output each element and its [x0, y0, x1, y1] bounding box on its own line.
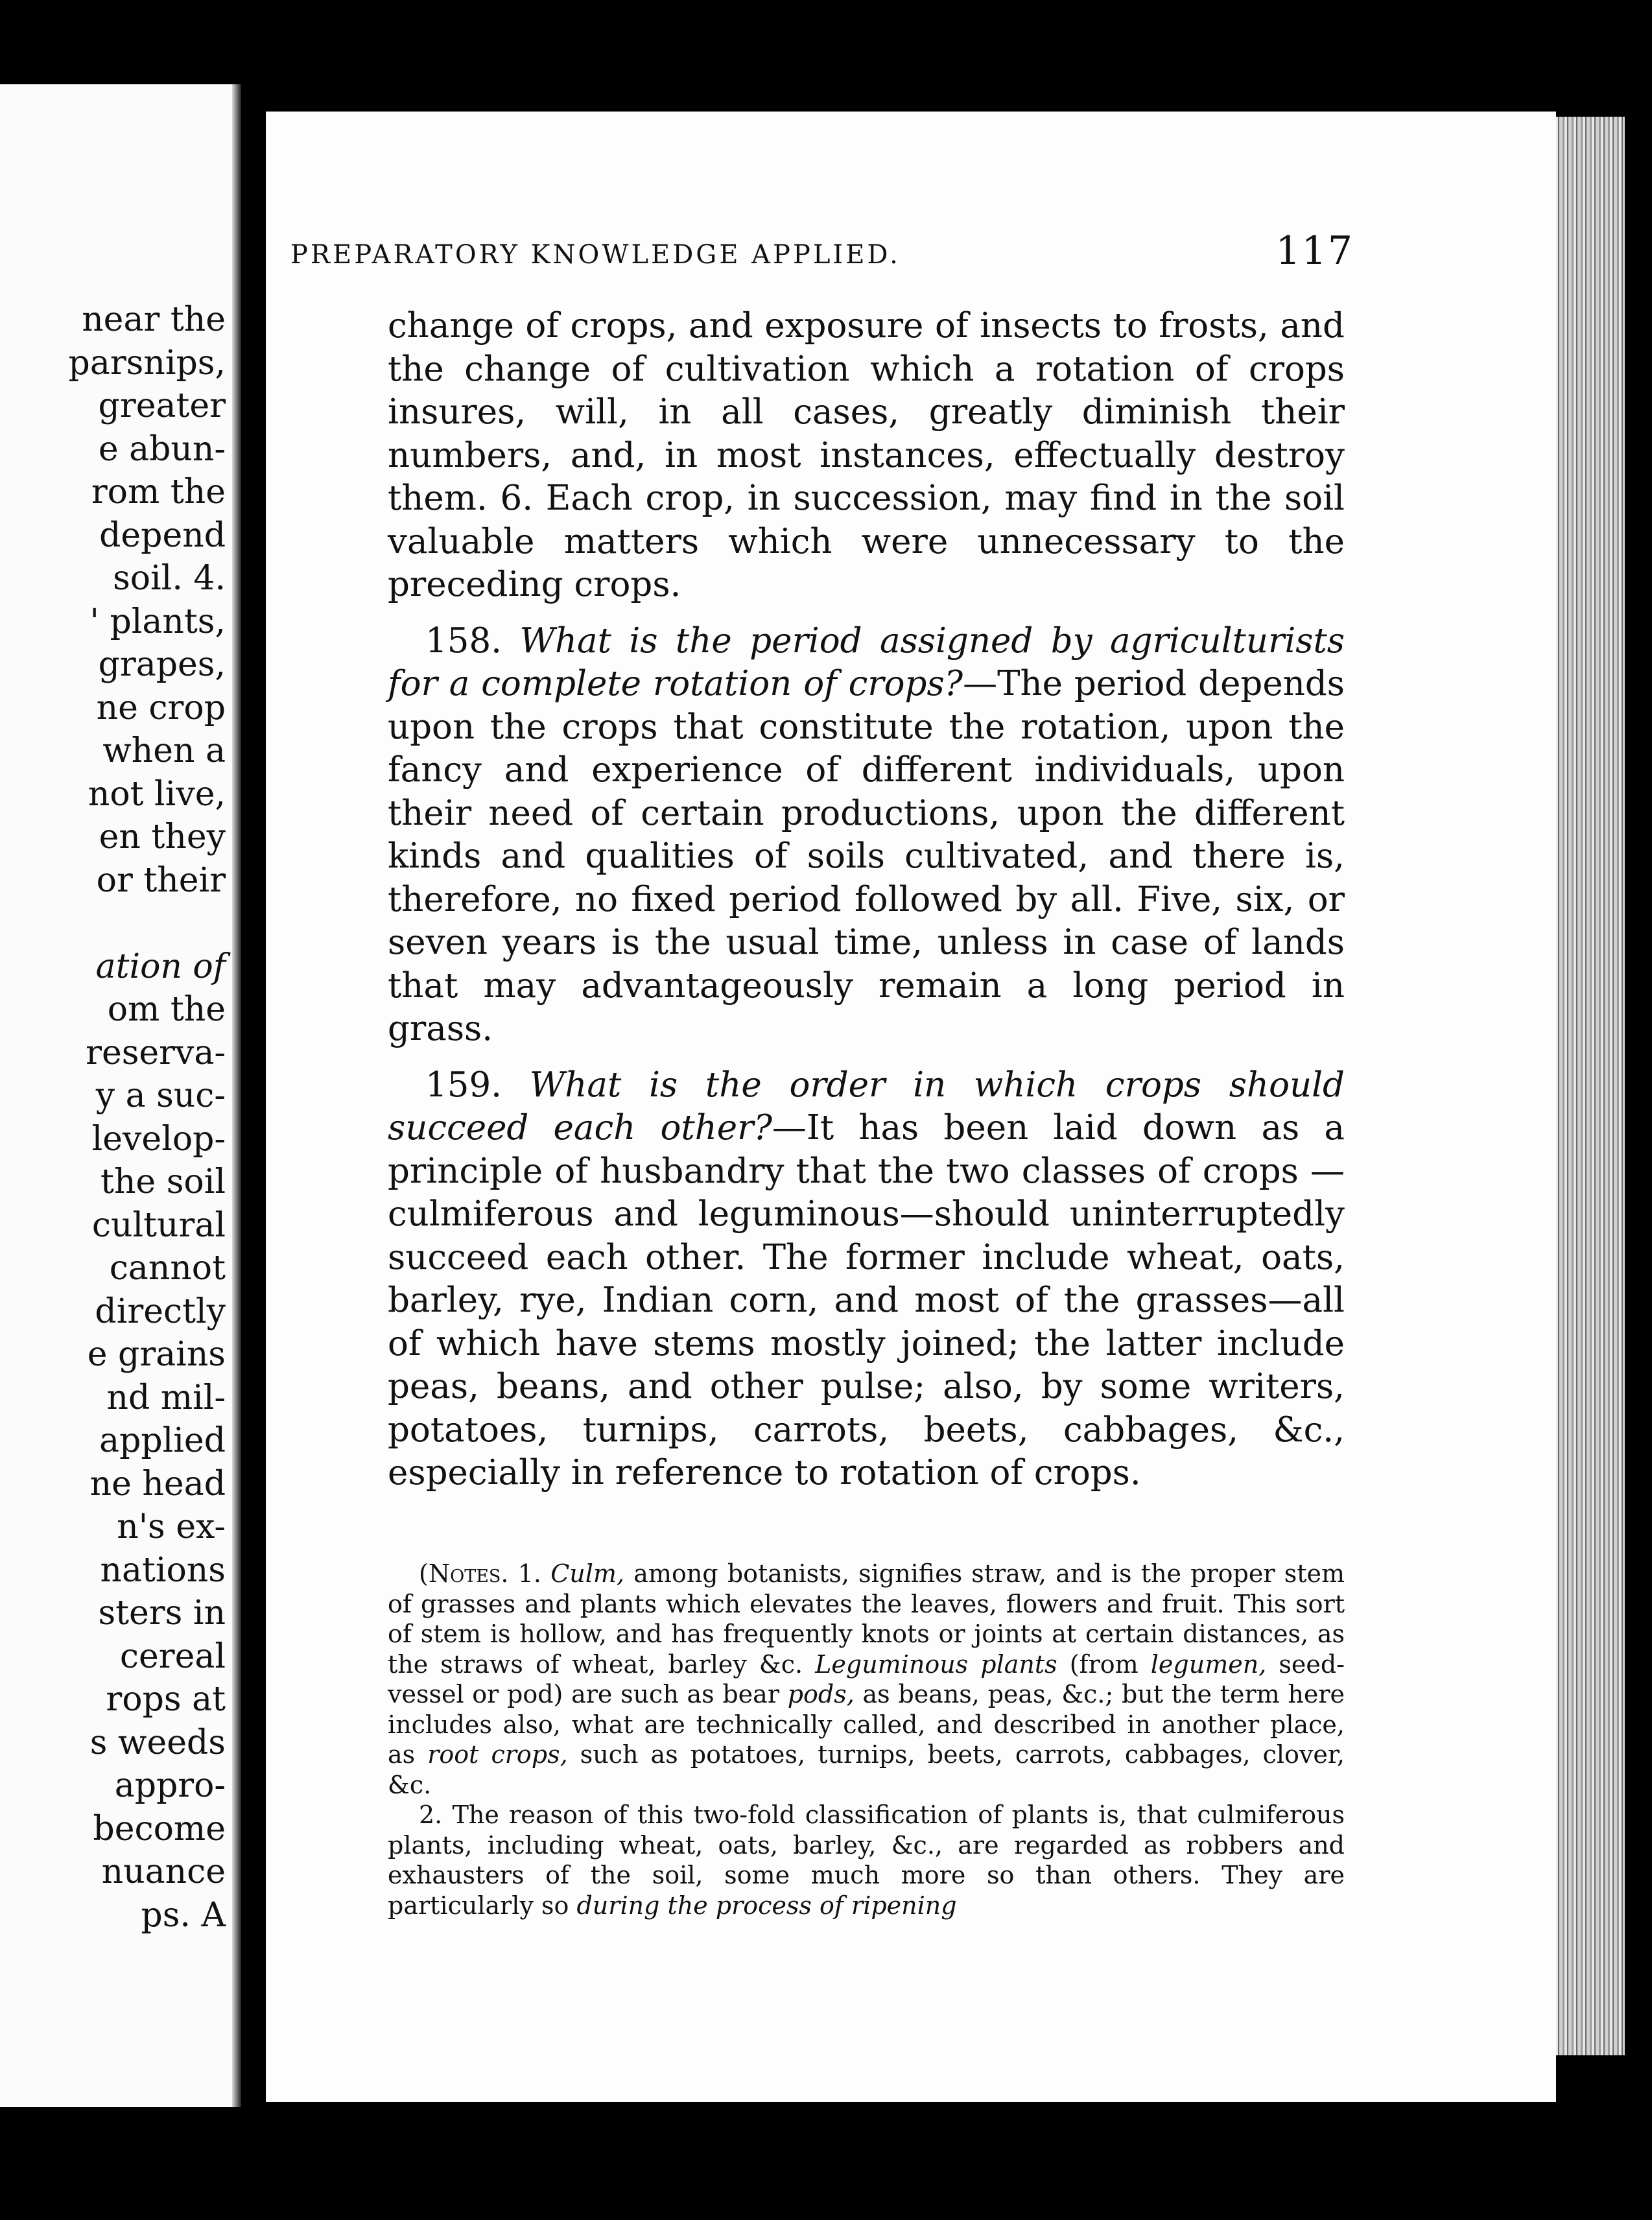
left-line: nuance: [101, 1852, 226, 1891]
question-number: 158.: [425, 620, 502, 661]
left-line: soil. 4.: [113, 559, 226, 598]
note-1: [388, 1559, 1345, 1800]
left-line: n's ex-: [117, 1507, 226, 1546]
left-line: ation of: [95, 947, 226, 986]
note-term: Leguminous plants: [815, 1649, 1057, 1679]
left-line: ne crop: [96, 688, 226, 727]
left-line: sters in: [98, 1594, 226, 1633]
left-line: nations: [100, 1550, 226, 1590]
left-line: reserva-: [86, 1033, 226, 1072]
left-line: not live,: [88, 774, 226, 814]
note-2: [388, 1800, 1345, 1920]
note-term: Culm,: [550, 1559, 625, 1588]
left-line: en they: [99, 818, 226, 856]
question-text: What is the order in which crops should succeed each other?: [388, 1065, 1345, 1148]
left-line: become: [93, 1809, 226, 1848]
left-line: cannot: [109, 1249, 226, 1288]
note-emphasis: during the process of ripening: [576, 1891, 957, 1920]
left-line: e abun-: [98, 429, 226, 469]
note-number: 2.: [419, 1801, 443, 1829]
question-158: [388, 620, 1345, 1051]
note-text: as beans, peas, &c.; but the term here includes also, what are technically called, and described in another place, as: [388, 1680, 1345, 1769]
left-page-text: [69, 298, 226, 1937]
left-line: applied: [99, 1421, 226, 1460]
left-line: greater: [98, 386, 226, 425]
left-line: near the: [82, 300, 226, 339]
left-line: rops at: [106, 1680, 226, 1719]
left-line: ps. A: [141, 1895, 226, 1935]
left-line: or their: [96, 860, 226, 900]
question-text: What is the period assigned by agriculturists for a complete rotation of crops?: [388, 620, 1345, 703]
running-title: PREPARATORY KNOWLEDGE APPLIED.: [290, 240, 901, 270]
left-facing-page: [0, 84, 241, 2107]
page-gutter: [232, 84, 241, 2107]
answer-text: —The period depends upon the crops that constitute the rotation, upon the fancy and experience of different individuals, upon their need of certain productions, upon the different kinds and qualities of soils cultivated, and there is, therefore, no fixed period followed by all. Five, six, or seven years is the usual time, unless in case of lands that may advantageously remain a long period in grass.: [388, 664, 1345, 1048]
left-line: appro-: [114, 1766, 226, 1805]
left-line: when a: [102, 731, 226, 770]
question-number: 159.: [425, 1065, 502, 1105]
footnotes: [388, 1559, 1345, 1920]
left-line: grapes,: [98, 645, 226, 684]
note-text: such as potatoes, turnips, beets, carrots, cabbages, clover, &c.: [388, 1740, 1345, 1799]
left-line: [69, 902, 226, 945]
left-line: s weeds: [89, 1723, 226, 1762]
note-number: 1.: [517, 1559, 541, 1588]
page-edges: [1553, 117, 1625, 2055]
notes-label: (Notes.: [419, 1559, 509, 1588]
left-line: ' plants,: [89, 602, 226, 641]
left-line: levelop-: [91, 1119, 226, 1159]
left-line: the soil: [100, 1163, 226, 1201]
note-term: root crops,: [427, 1740, 568, 1769]
left-line: ne head: [89, 1464, 226, 1504]
note-term: legumen,: [1150, 1649, 1267, 1679]
left-line: e grains: [87, 1335, 226, 1374]
question-159: [388, 1064, 1345, 1495]
answer-text: —It has been laid down as a principle of husbandry that the two classes of crops —culmiferous and leguminous—should uninterruptedly succeed each other. The former include wheat, oats, barley, rye, Indian corn, and most of the grasses—all of which have stems mostly joined; the latter include peas, beans, and other pulse; also, by some writers, potatoes, turnips, carrots, beets, cabbages, &c., especially in reference to rotation of crops.: [388, 1108, 1345, 1493]
note-text: The reason of this two-fold classification of plants is, that culmiferous plants, including wheat, oats, barley, &c., are regarded as robbers and exhausters of the soil, some much more so than others. They are particularly so: [388, 1801, 1345, 1920]
note-text: seed-vessel or pod) are such as bear: [388, 1649, 1345, 1708]
left-line: nd mil-: [106, 1378, 226, 1417]
note-text: among botanists, signifies straw, and is the proper stem of grasses and plants which elevates the leaves, flowers and fruit. This sort of stem is hollow, and has frequently knots or joints at certain distances, as the straws of wheat, barley &c.: [388, 1559, 1345, 1679]
book-page: [266, 112, 1556, 2102]
body-text: [388, 305, 1345, 1495]
left-line: cultural: [91, 1205, 226, 1245]
note-text: (from: [1069, 1649, 1139, 1679]
left-line: cereal: [119, 1636, 226, 1676]
left-line: parsnips,: [68, 343, 226, 383]
page-number: 117: [1275, 228, 1354, 274]
paragraph-continuation: change of crops, and exposure of insects to frosts, and the change of cultivation which a rotation of crops insures, will, in all cases, greatly diminish their numbers, and, in most instances, effectually destroy them. 6. Each crop, in succession, may find in the soil valuable matters which were unnecessary to the preceding crops.: [388, 306, 1345, 604]
left-line: rom the: [91, 473, 226, 512]
note-term: pods,: [787, 1680, 855, 1708]
left-line: depend: [99, 515, 226, 555]
left-line: om the: [107, 990, 226, 1029]
left-line: directly: [95, 1292, 226, 1331]
left-line: y a suc-: [95, 1076, 226, 1115]
